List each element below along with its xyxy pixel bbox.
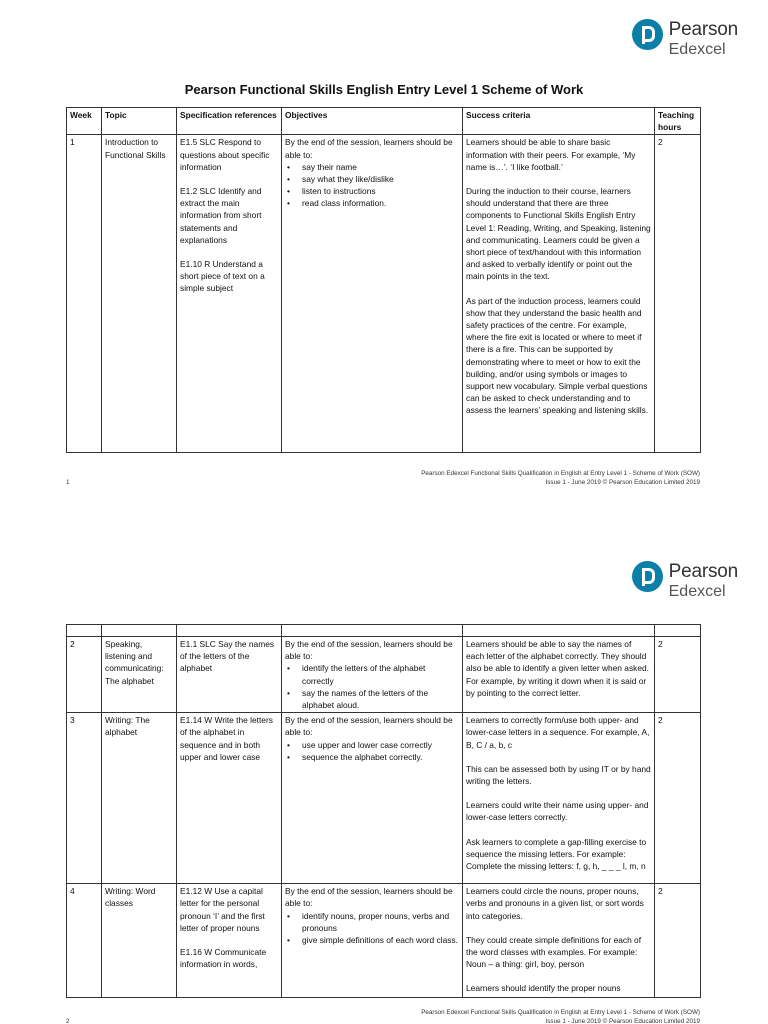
pearson-edexcel-logo [632,562,738,600]
spec-item: E1.12 W Use a capital letter for the personal pronoun ‘I’ and the first letter of proper nouns [180,886,265,933]
cell-objectives [282,713,463,884]
cell-week: 4 [67,884,102,998]
objective-item: • identify nouns, proper nouns, verbs and pronouns [285,910,459,934]
spec-item: E1.5 SLC Respond to questions about specific information [180,137,270,172]
footer-line-1: Pearson Edexcel Functional Skills Qualification in English at Entry Level 1 - Scheme of Work (SOW) [421,1009,700,1016]
cell-objectives [282,135,463,453]
success-item: Learners could circle the nouns, proper nouns, verbs and pronouns in a given list, or sort words into categories. [466,886,644,921]
page-number: 1 [66,479,70,486]
header-spec: Specification references [177,108,282,135]
pearson-logo-icon [632,19,663,50]
cell-hours: 2 [655,135,701,453]
footer-line-1: Pearson Edexcel Functional Skills Qualification in English at Entry Level 1 - Scheme of Work (SOW) [421,470,700,477]
success-item: As part of the induction process, learners could show that they understand the basic health and safety practices of the centre. For example, where the fire exit is located or where to meet if there is a fire. This can be supported by demonstrating where to meet or how to exit the building, and/or using symbols or images to support new vocabulary. Simple verbal questions can be asked to check understanding and to assess the learners’ speaking and listening skills. [466,295,649,416]
spec-item: E1.2 SLC Identify and extract the main information from short statements and explanations [180,186,262,245]
objectives-list [285,161,459,210]
success-item: Learners could write their name using upper- and lower-case letters correctly. [466,800,649,823]
objective-item: • give simple definitions of each word class. [285,934,459,946]
cell-week: 2 [67,637,102,713]
pearson-edexcel-logo [632,20,738,58]
success-item: Learners should identify the proper nouns [466,983,621,994]
cell-success [463,884,655,998]
table-blank-header-row [67,625,701,637]
spec-item: E1.1 SLC Say the names of the letters of the alphabet [180,639,275,674]
cell-spec [177,713,282,884]
success-item: Ask learners to complete a gap-filling exercise to sequence the missing letters. For example: Complete the missing letters: f, g, h, _ _ _ l, m, n [466,836,647,872]
logo-line-1: Pearson [668,561,738,582]
success-item: During the induction to their course, learners should understand that there are three components to Functional Skills English Entry Level 1: Reading, Writing, and Speaking, listening and communicating. Learners could be given a short piece of text/handout with this information and asked to verbally identify or point out the main points in the text. [466,186,651,282]
header-topic: Topic [102,108,177,135]
objectives-list [285,739,459,763]
header-success: Success criteria [463,108,655,135]
table-row [67,135,701,453]
objectives-intro: By the end of the session, learners should be able to: [285,639,453,662]
logo-line-2: Edexcel [668,583,726,600]
table-header-row [67,108,701,135]
cell-topic: Writing: Word classes [102,884,177,998]
table-row [67,637,701,713]
objective-item: • sequence the alphabet correctly. [285,751,459,763]
cell-success [463,135,655,453]
scheme-table-page-1 [66,107,701,453]
footer-line-2: Issue 1 - June 2019 © Pearson Education Limited 2019 [545,479,700,486]
cell-success [463,713,655,884]
footer-line-2: Issue 1 - June 2019 © Pearson Education Limited 2019 [545,1018,700,1024]
cell-objectives [282,884,463,998]
header-week: Week [67,108,102,135]
objective-item: • read class information. [285,197,459,209]
success-item: Learners should be able to share basic information with their peers. For example, ‘My name is…’. ‘I like football.’ [466,137,636,172]
cell-week: 1 [67,135,102,453]
cell-spec [177,884,282,998]
cell-spec [177,637,282,713]
page-footer [421,1008,700,1024]
cell-topic: Speaking, listening and communicating: The alphabet [102,637,177,713]
objectives-list [285,910,459,947]
objective-item: • listen to instructions [285,185,459,197]
cell-hours: 2 [655,637,701,713]
logo-line-2: Edexcel [668,41,726,58]
objectives-intro: By the end of the session, learners should be able to: [285,886,453,909]
success-item: Learners to correctly form/use both upper- and lower-case letters in a sequence. For example, A, B, C / a, b, c [466,715,650,750]
cell-success [463,637,655,713]
page-footer [421,469,700,487]
spec-item: E1.16 W Communicate information in words, [180,947,267,970]
cell-hours: 2 [655,713,701,884]
page-number: 2 [66,1018,70,1024]
objectives-intro: By the end of the session, learners should be able to: [285,715,453,738]
cell-hours: 2 [655,884,701,998]
cell-topic: Writing: The alphabet [102,713,177,884]
cell-spec [177,135,282,453]
header-hours: Teaching hours [655,108,701,135]
pearson-logo-icon [632,561,663,592]
success-item: This can be assessed both by using IT or by hand writing the letters. [466,763,651,787]
document-title: Pearson Functional Skills English Entry Level 1 Scheme of Work [184,82,584,97]
cell-objectives [282,637,463,713]
objective-item: • say the names of the letters of the alphabet aloud. [285,687,459,711]
objectives-list [285,662,459,711]
objective-item: • identify the letters of the alphabet correctly [285,662,459,686]
document-page-2 [0,512,768,1024]
spec-item: E1.10 R Understand a short piece of text on a simple subject [180,259,265,294]
table-row [67,884,701,998]
cell-topic: Introduction to Functional Skills [102,135,177,453]
table-row [67,713,701,884]
success-item: Learners should be able to say the names of each letter of the alphabet correctly. They should also be able to identify a given letter when asked. For example, by writing it down when it is said or by pointing to the correct letter. [466,639,649,698]
cell-week: 3 [67,713,102,884]
objective-item: • use upper and lower case correctly [285,739,459,751]
scheme-table-page-2 [66,624,701,998]
objectives-intro: By the end of the session, learners should be able to: [285,137,453,160]
logo-line-1: Pearson [668,19,738,40]
objective-item: • say their name [285,161,459,173]
spec-item: E1.14 W Write the letters of the alphabet in sequence and in both upper and lower case [180,715,273,762]
header-objectives: Objectives [282,108,463,135]
objective-item: • say what they like/dislike [285,173,459,185]
success-item: They could create simple definitions for each of the word classes with examples. For example: Noun – a thing: girl, boy, person [466,934,642,970]
